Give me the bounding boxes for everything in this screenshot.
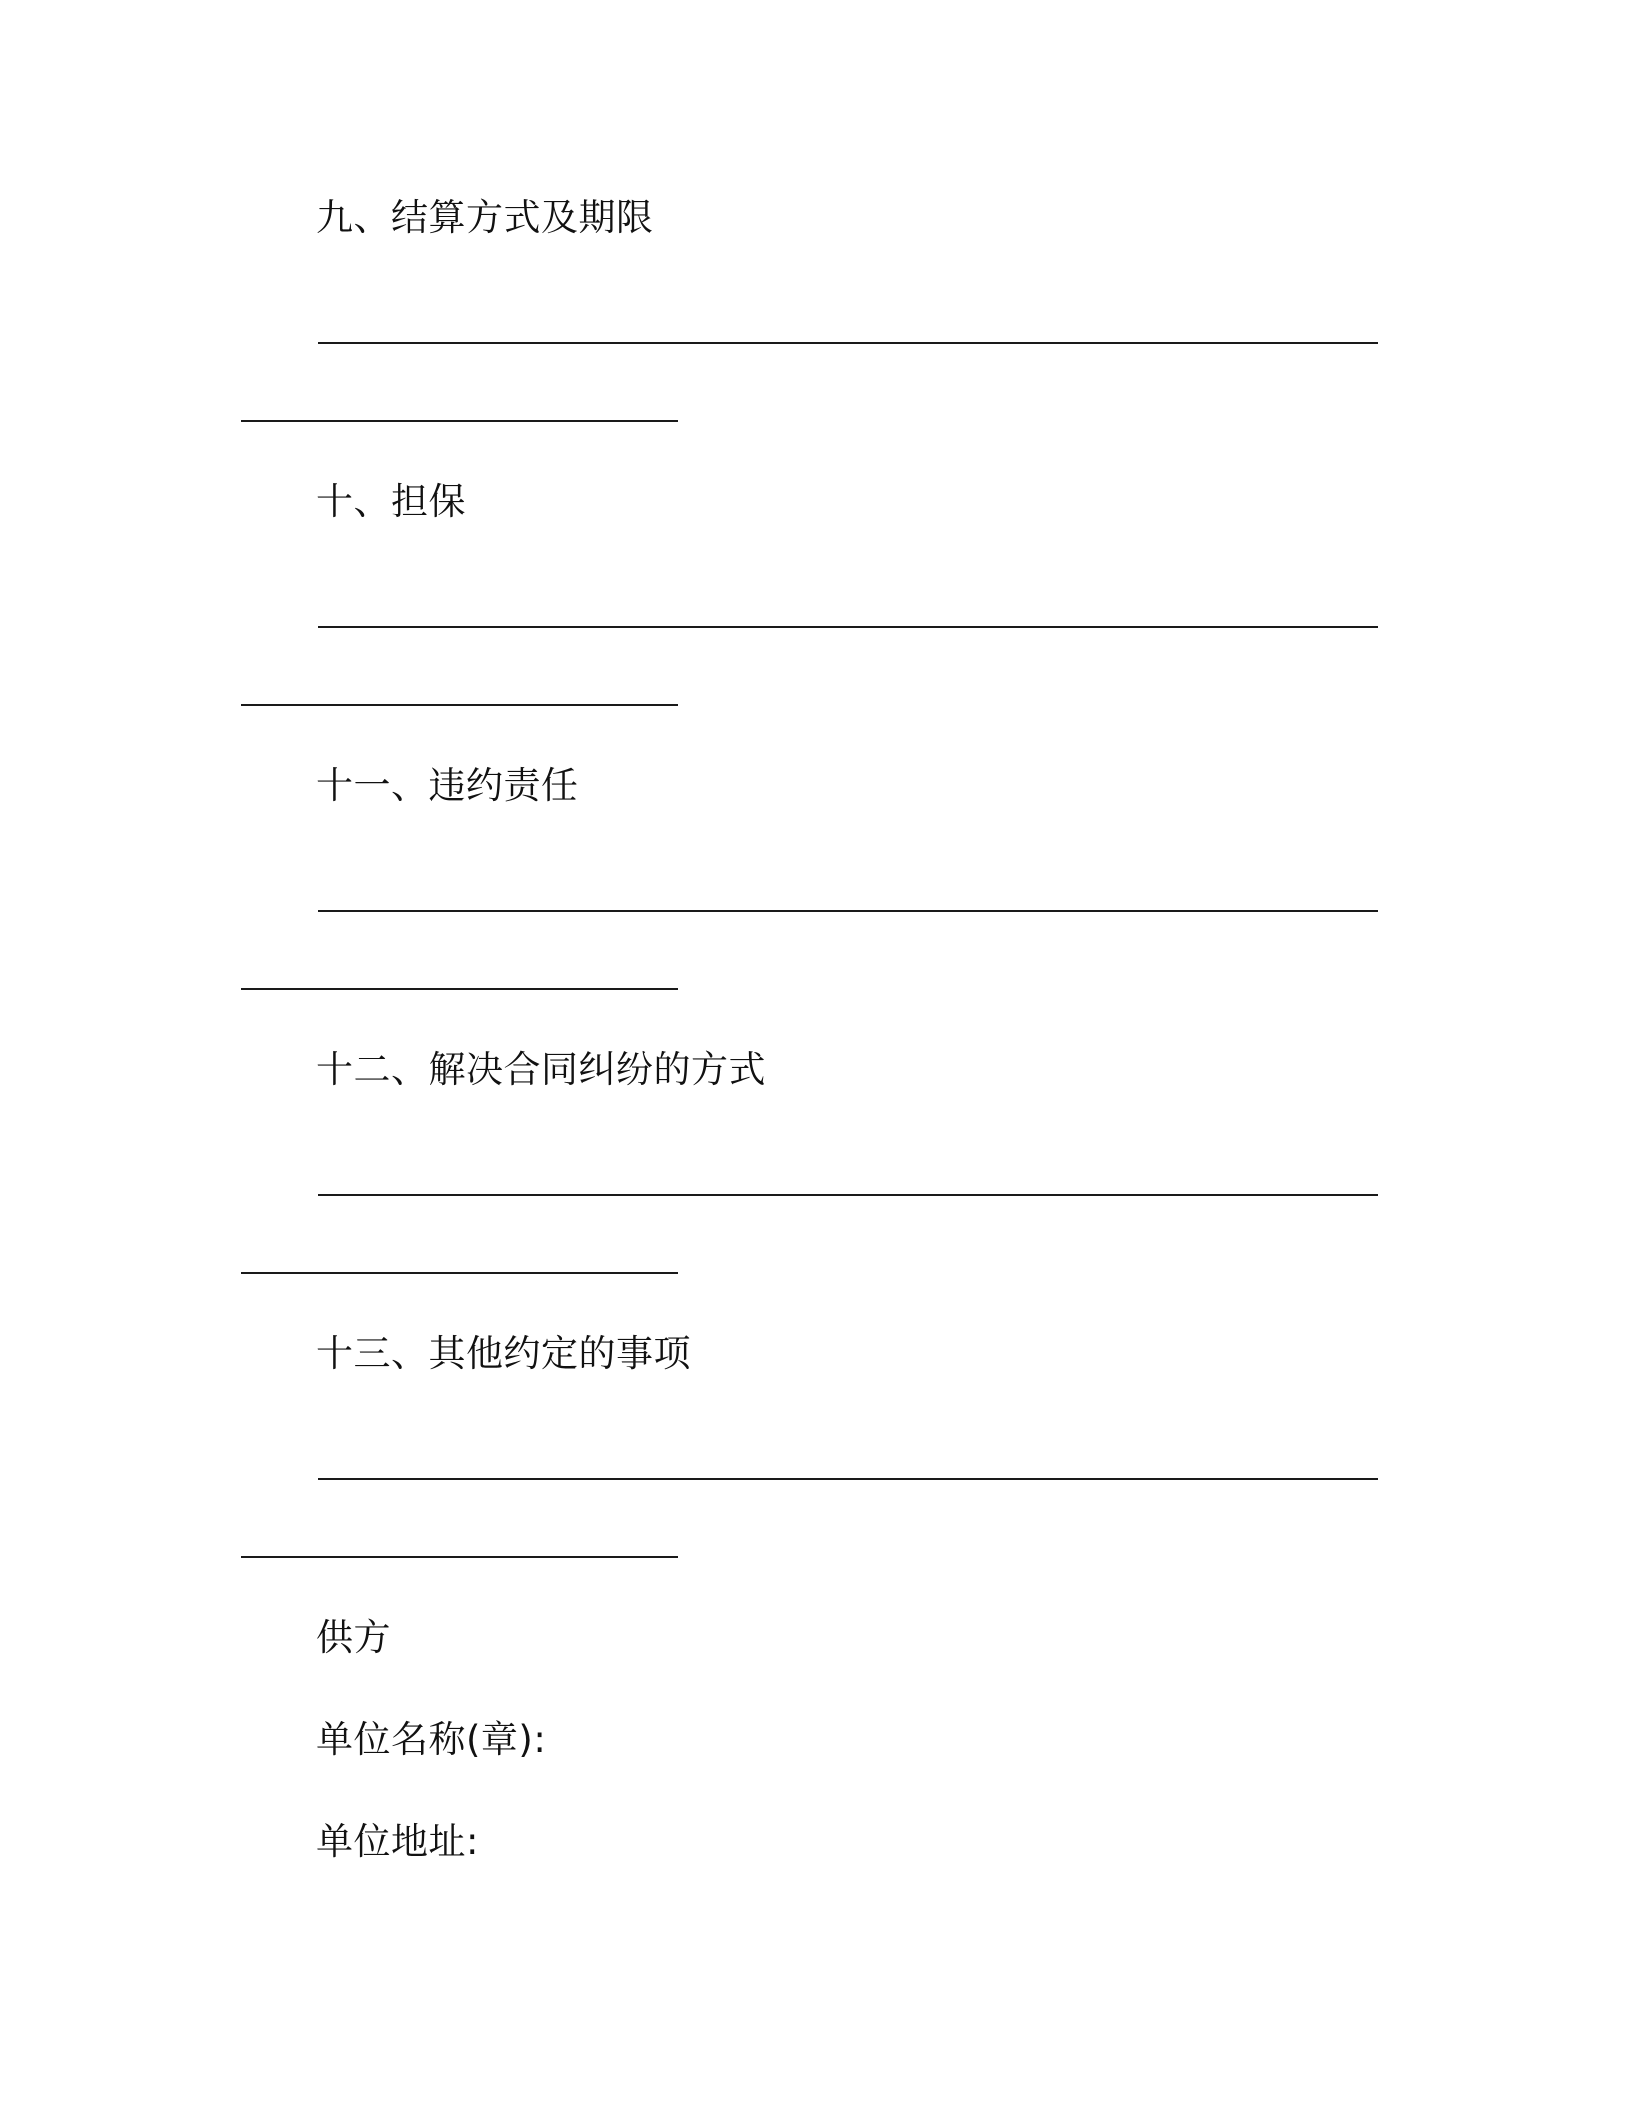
fill-in-line-continuation[interactable] — [241, 1556, 678, 1558]
section-heading-guarantee: 十、担保 — [316, 480, 466, 523]
fill-in-line[interactable] — [318, 626, 1378, 628]
fill-in-line[interactable] — [318, 342, 1378, 344]
section-heading-dispute-resolution: 十二、解决合同纠纷的方式 — [316, 1048, 766, 1091]
section-heading-liability: 十一、违约责任 — [316, 764, 579, 807]
fill-in-line[interactable] — [318, 1194, 1378, 1196]
fill-in-line-continuation[interactable] — [241, 704, 678, 706]
fill-in-line-continuation[interactable] — [241, 1272, 678, 1274]
fill-in-line[interactable] — [318, 1478, 1378, 1480]
fill-in-line-continuation[interactable] — [241, 988, 678, 990]
section-heading-settlement: 九、结算方式及期限 — [316, 196, 654, 239]
party-label-supplier: 供方 — [316, 1616, 391, 1659]
section-heading-other-matters: 十三、其他约定的事项 — [316, 1332, 691, 1375]
unit-name-label: 单位名称(章): — [316, 1718, 547, 1761]
fill-in-line-continuation[interactable] — [241, 420, 678, 422]
fill-in-line[interactable] — [318, 910, 1378, 912]
unit-address-label: 单位地址: — [316, 1820, 479, 1863]
